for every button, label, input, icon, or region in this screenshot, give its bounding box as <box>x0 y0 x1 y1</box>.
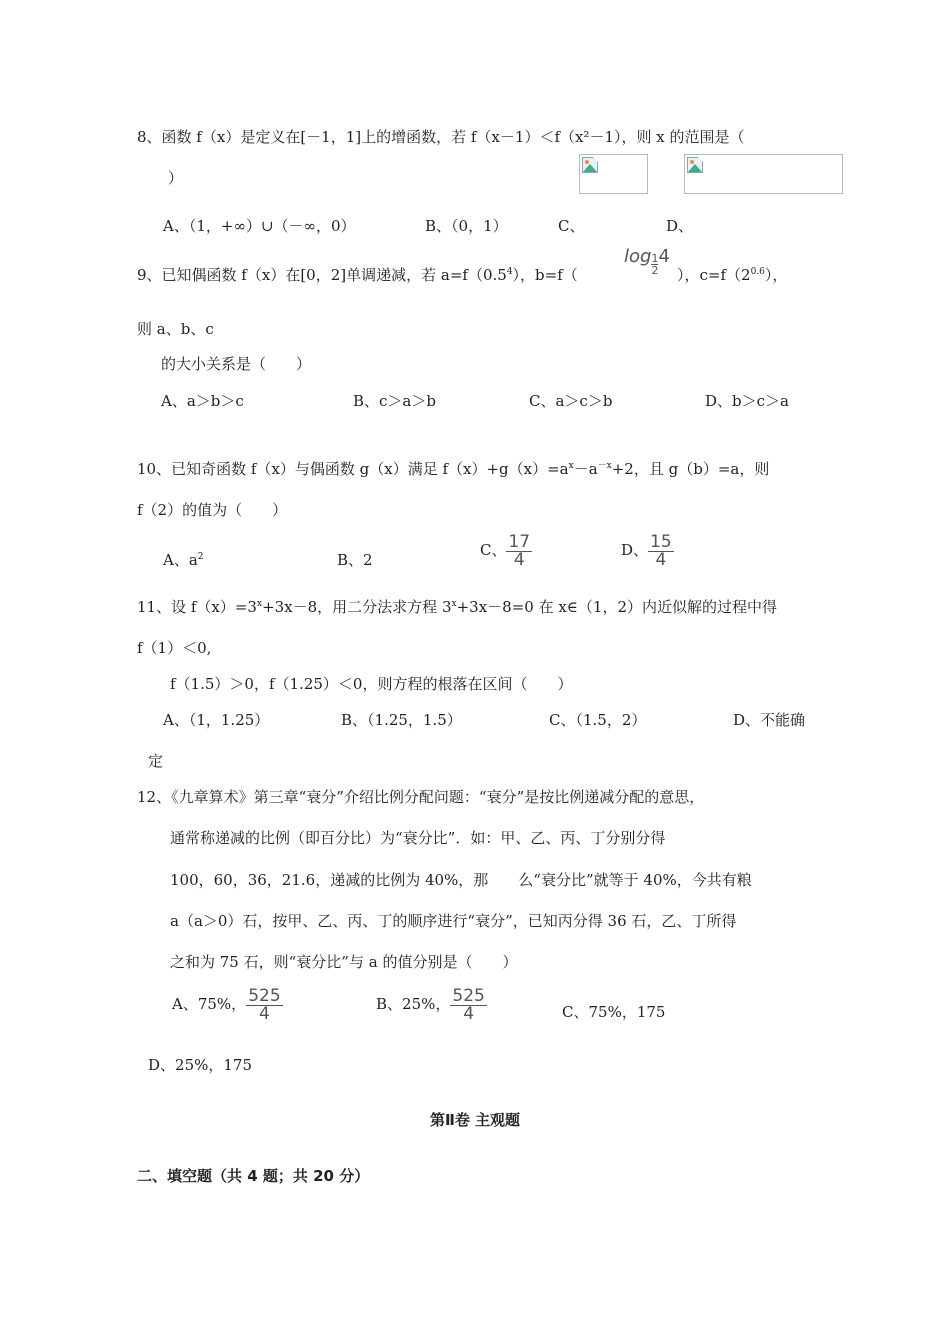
q9-log-arg: 4 <box>658 246 670 267</box>
q8-option-d-image <box>684 154 843 194</box>
q12-line3: 100，60，36，21.6，递减的比例为 40%，那 么“衰分比”就等于 40%，今共有粮 <box>170 871 752 889</box>
q9-log-base-den: 2 <box>651 264 659 277</box>
q11-option-d-continued: 定 <box>148 752 164 770</box>
q10-option-a <box>163 550 204 570</box>
q10-option-a-text: A、a <box>163 551 198 569</box>
q12-option-c: C、75%，175 <box>562 1003 666 1021</box>
q9-line3: 的大小关系是（ ） <box>161 355 312 373</box>
q9-line1-end <box>677 265 787 285</box>
q9-exp-2: 0.6 <box>750 267 765 277</box>
q9-text-3: ），c=f（2 <box>677 266 751 284</box>
q8-option-b: B、（0，1） <box>425 217 508 235</box>
q11-line3: f（1.5）＞0，f（1.25）＜0，则方程的根落在区间（ ） <box>170 675 573 693</box>
q12-line5: 之和为 75 石，则“衰分比”与 a 的值分别是（ ） <box>170 953 518 971</box>
q12-option-b <box>376 984 487 1024</box>
q10-text-2: －a <box>573 460 598 478</box>
q12-line4: a（a＞0）石，按甲、乙、丙、丁的顺序进行“衰分”，已知丙分得 36 石，乙、丁所得 <box>170 912 737 930</box>
fraction-denominator: 4 <box>259 1003 270 1024</box>
fraction-numerator: 525 <box>452 985 485 1006</box>
fraction-denominator: 4 <box>513 549 525 570</box>
fraction-numerator: 17 <box>508 531 531 552</box>
q11-text-2: +3x－8，用二分法求方程 3 <box>262 598 452 616</box>
q12-option-b-label: B、25%， <box>376 995 451 1013</box>
section-title: 第Ⅱ卷 主观题 <box>429 1111 521 1129</box>
q11-option-d: D、不能确 <box>733 711 806 729</box>
q10-option-a-exp: 2 <box>197 552 204 562</box>
broken-image-icon <box>687 157 703 173</box>
q9-option-a: A、a＞b＞c <box>161 392 244 410</box>
q11-text-3: +3x－8=0 在 x∈（1，2）内近似解的过程中得 <box>456 598 777 616</box>
q11-line2: f（1）＜0, <box>137 639 212 657</box>
fraction-numerator: 525 <box>248 985 281 1006</box>
q10-option-c <box>480 530 532 570</box>
q9-option-c: C、a＞c＞b <box>529 392 613 410</box>
q10-line2: f（2）的值为（ ） <box>137 501 288 519</box>
q10-option-b: B、2 <box>337 551 373 569</box>
q11-option-c: C、（1.5，2） <box>549 711 647 729</box>
q12-option-b-fraction <box>450 985 486 1024</box>
q11-option-a: A、（1，1.25） <box>163 711 270 729</box>
q10-option-d <box>621 530 674 570</box>
part2-heading: 二、填空题（共 4 题；共 20 分） <box>137 1167 370 1185</box>
q9-text-1: 9、已知偶函数 f（x）在[0，2]单调递减，若 a=f（0.5 <box>137 266 507 284</box>
q11-exp-2: x <box>451 599 457 609</box>
q12-option-d: D、25%，175 <box>148 1056 252 1074</box>
q12-line1: 12、《九章算术》第三章“衰分”介绍比例分配问题：“衰分”是按比例递减分配的意思， <box>137 788 705 806</box>
q8-line1: 8、函数 f（x）是定义在[－1，1]上的增函数，若 f（x－1）＜f（x²－1），则 x 的范围是（ <box>137 128 745 146</box>
q9-exp-1: 4 <box>506 267 513 277</box>
q11-text-1: 11、设 f（x）=3 <box>137 598 257 616</box>
q12-option-a <box>172 984 283 1024</box>
q8-option-c: C、 <box>558 217 585 235</box>
q9-line1 <box>137 265 578 285</box>
q12-option-a-label: A、75%， <box>172 995 247 1013</box>
q8-option-d: D、 <box>666 217 694 235</box>
q10-text-3: +2，且 g（b）=a，则 <box>611 460 770 478</box>
q10-option-d-label: D、 <box>621 541 649 559</box>
broken-image-icon <box>582 157 598 173</box>
q10-exp-1: x <box>568 461 574 471</box>
q11-exp-1: x <box>256 599 263 609</box>
q10-option-d-fraction <box>648 531 674 570</box>
q8-option-a: A、（1，+∞）∪（－∞，0） <box>163 217 356 235</box>
q12-line2: 通常称递减的比例（即百分比）为“衰分比”．如：甲、乙、丙、丁分别分得 <box>170 829 666 847</box>
q8-option-c-image <box>579 154 648 194</box>
q11-option-b: B、（1.25，1.5） <box>341 711 462 729</box>
q9-text-2: ），b=f（ <box>512 266 578 284</box>
q10-option-c-fraction <box>506 531 532 570</box>
q9-log-expression <box>624 246 670 276</box>
q10-option-c-label: C、 <box>480 541 507 559</box>
q9-option-b: B、c＞a＞b <box>353 392 436 410</box>
fraction-denominator: 4 <box>655 549 667 570</box>
q10-line1 <box>137 459 769 479</box>
q12-option-a-fraction <box>246 985 282 1024</box>
q9-log: log <box>624 246 652 267</box>
q9-text-4: ）， <box>764 266 788 284</box>
q9-log-base-num: 1 <box>651 252 659 265</box>
q10-text-1: 10、已知奇函数 f（x）与偶函数 g（x）满足 f（x）+g（x）=a <box>137 460 569 478</box>
q9-line2: 则 a、b、c <box>137 320 214 338</box>
fraction-numerator: 15 <box>650 531 672 552</box>
q11-line1 <box>137 597 777 617</box>
fraction-denominator: 4 <box>463 1003 475 1024</box>
q9-option-d: D、b＞c＞a <box>705 392 789 410</box>
q10-exp-2: －x <box>597 461 612 471</box>
q8-line2: ） <box>168 169 184 187</box>
